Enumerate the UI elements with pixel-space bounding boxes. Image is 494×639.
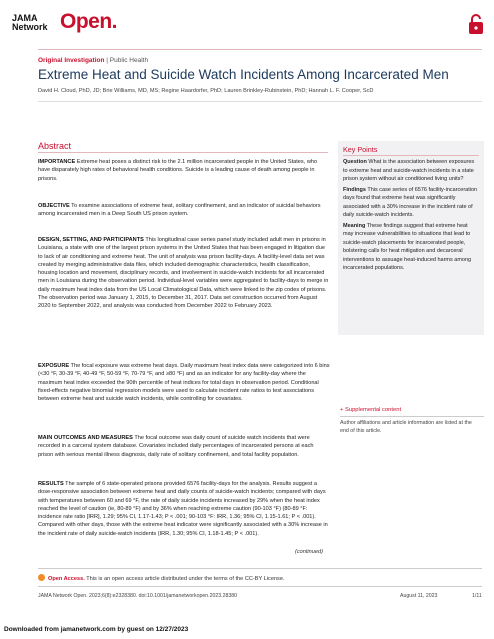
outcomes-label: MAIN OUTCOMES AND MEASURES <box>38 435 133 441</box>
download-watermark: Downloaded from jamanetwork.com by guest on 12/27/2023 <box>4 626 189 633</box>
footer-page-number: 1/11 <box>472 593 482 599</box>
header-divider <box>38 49 482 50</box>
question-label: Question <box>343 159 367 165</box>
results-text: The sample of 6 state-operated prisons provided 6576 facility-days for the analysis. Results suggest a dose-responsive association between extreme heat and daily counts of suicide-watch incidents; compared with days with temperatures between 60 and 69 °F, the rate of daily suicide incidents increased by 29% when the heat index reached the level of caution (ie, 80-89 °F) and by 36% when reaching extreme caution (90-103 °F) (80-89 °F: incidence rate ratio [IRR], 1.29; 95% CI, 1.17-1.43; P < .001; 90-103 °F: IRR, 1.36; 95% CI, 1.15-1.61; P < .001). Compared with other days, those with the extreme heat indicator were significantly associated with a 30% increase in the incident rate of daily suicide-watch incidents (IRR, 1.30; 95% CI, 1.18-1.45; P < .001). <box>38 481 328 537</box>
exposure-text: The focal exposure was extreme heat days. Daily maximum heat index data were categorized into 6 bins (<30 °F, 30-39 °F, 40-49 °F, 50-59 °F, 70-79 °F, and ≥80 °F) and as an indicator for any facility-day where the maximum heat index exceeded the 90th percentile of heat indices for total days in observation period. Conditional fixed-effects negative binomial regression models were used to calculate incident rate ratios to test associations between extreme heat and suicide watch incidents, while controlling for covariates. <box>38 363 330 403</box>
supplemental-divider <box>340 416 484 417</box>
open-access-divider <box>38 568 482 569</box>
footer-citation: JAMA Network Open. 2023;6(8):e2328380. doi:10.1001/jamanetworkopen.2023.28380 <box>38 593 237 599</box>
abstract-heading: Abstract <box>38 141 72 151</box>
objective-label: OBJECTIVE <box>38 203 70 209</box>
authors-divider <box>38 101 482 102</box>
logo-network-text: Network <box>12 22 48 32</box>
footer-date: August 11, 2023 <box>400 593 438 599</box>
article-kicker <box>38 57 148 64</box>
outcomes-text: The focal outcome was daily count of suicide watch incidents that were recorded in a carceral system database. Covariates included daily percentages of incarcerated persons at each prison with serious mental illness diagnosis, daily rate of solitary confinement, and total facility population. <box>38 435 314 458</box>
results-label: RESULTS <box>38 481 64 487</box>
objective-text: To examine associations of extreme heat, solitary confinement, and an indicator of suicidal behaviors among incarcerated men in a Deep South US prison system. <box>38 203 321 218</box>
logo-open-text: Open. <box>60 10 118 33</box>
key-points-question <box>343 158 478 184</box>
abstract-importance <box>38 158 330 183</box>
design-text: This longitudinal case series panel study included adult men in prisons in Louisiana, a state with one of the largest prison systems in the United States that has been engaged in litigation due to lack of air conditioning and extreme heat. The unit of analysis was prison facility-days. A facility-level data set was created by merging administrative data files, which included demographic characteristics, health classification, housing location and movement, disciplinary records, and involvement in suicide-watch incidents for all incarcerated men in Louisiana during the observation period. Individual-level variables were aggregated to facility-days to merge in daily maximum heat index data from the US Local Climatological Data, which were linked to the zip codes of prisons. The observation period was January 1, 2015, to December 31, 2017. Data set construction occurred from August 2020 to September 2022, and analysis was conducted from December 2022 to February 2023. <box>38 237 329 310</box>
key-points-heading: Key Points <box>343 145 378 154</box>
key-points-meaning <box>343 222 478 273</box>
article-type: Original Investigation <box>38 57 105 64</box>
logo-jama-text: JAMA <box>12 13 38 23</box>
key-points-findings <box>343 186 478 220</box>
design-label: DESIGN, SETTING, AND PARTICIPANTS <box>38 237 144 243</box>
abstract-results <box>38 480 330 538</box>
importance-text: Extreme heat poses a distinct risk to the 2.1 million incarcerated people in the United States, who have disparately high rates of behavioral health conditions. Suicide is a leading cause of death among people in prisons. <box>38 159 318 182</box>
open-access-lock-icon <box>468 13 484 35</box>
abstract-outcomes <box>38 434 330 459</box>
abstract-design <box>38 236 330 311</box>
findings-text: This case series of 6576 facility-incarceration days found that extreme heat was significantly associated with a 30% increase in the incident rate of daily suicide-watch incidents. <box>343 186 478 218</box>
affiliations-note: Author affiliations and article information are listed at the end of this article. <box>340 420 472 434</box>
exposure-label: EXPOSURE <box>38 363 70 369</box>
continued-note: (continued) <box>295 549 323 555</box>
meaning-label: Meaning <box>343 222 366 229</box>
supplemental-content-link[interactable]: + Supplemental content <box>340 407 402 413</box>
article-title: Extreme Heat and Suicide Watch Incidents Among Incarcerated Men <box>38 67 449 82</box>
footer-divider <box>38 586 482 587</box>
jama-network-logo <box>12 14 48 32</box>
open-access-icon <box>38 574 45 581</box>
open-access-note <box>38 574 285 582</box>
key-points-body <box>343 158 478 275</box>
author-list: David H. Cloud, PhD, JD; Brie Williams, MD, MS; Regine Haardorfer, PhD; Lauren Brinkley-Rubinstein, PhD; Hannah L. F. Cooper, ScD <box>38 88 374 94</box>
key-points-panel <box>338 141 484 335</box>
importance-label: IMPORTANCE <box>38 159 76 165</box>
findings-label: Findings <box>343 186 366 193</box>
abstract-divider <box>38 152 328 153</box>
open-access-text: This is an open access article distributed under the terms of the CC-BY License. <box>84 576 285 582</box>
key-points-divider <box>343 155 479 156</box>
abstract-exposure <box>38 362 330 403</box>
open-access-label: Open Access. <box>48 576 85 582</box>
question-text: What is the association between exposures to extreme heat and suicide-watch incidents in a state prison system without air conditioned living units? <box>343 159 475 182</box>
meaning-text: These findings suggest that extreme heat may increase vulnerabilities to situations that lead to suicide-watch placements for incarcerated people, bolstering calls for heat mitigation and decarceral interventions to assuage heat-induced harms among incarcerated populations. <box>343 222 472 271</box>
kicker-separator: | <box>104 57 110 64</box>
abstract-objective <box>38 202 330 219</box>
article-topic: Public Health <box>109 57 149 64</box>
